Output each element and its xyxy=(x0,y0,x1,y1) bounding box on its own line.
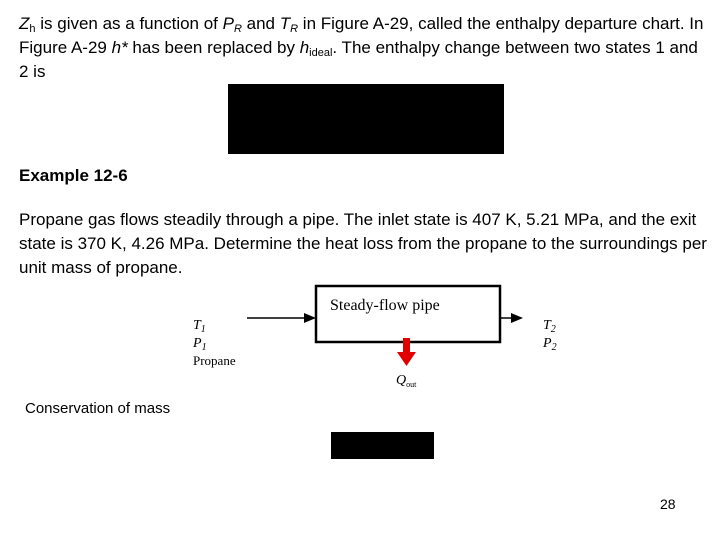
tr-subscript: R xyxy=(290,23,299,35)
inlet-fluid-label: Propane xyxy=(193,353,236,368)
outlet-arrowhead xyxy=(511,313,523,323)
heat-loss-label: $Q_{out}$ xyxy=(396,373,417,389)
pipe-box xyxy=(316,286,500,342)
intro-text-3: in Figure A-29, called the enthalpy departure chart. In Figure A-29 xyxy=(19,14,704,57)
enthalpy-change-equation-image xyxy=(228,84,504,154)
inlet-temperature-label: $T_1$ xyxy=(193,318,206,335)
inlet-pressure-label: $P_1$ xyxy=(193,336,207,353)
heat-loss-arrowhead xyxy=(397,352,416,366)
intro-text-2: and xyxy=(241,14,280,33)
tr-symbol: T xyxy=(279,14,291,33)
hideal-symbol: h xyxy=(299,38,310,57)
outlet-temperature-label: $T_2$ xyxy=(543,318,556,335)
intro-text-5: . The enthalpy change between two states 1 and 2 is xyxy=(19,38,698,81)
example-title: Example 12-6 xyxy=(19,166,128,185)
hideal-subscript: ideal xyxy=(309,47,333,59)
z-subscript: h xyxy=(29,23,36,35)
conservation-of-mass-label: Conservation of mass xyxy=(25,400,171,417)
intro-text-1: is given as a function of xyxy=(35,14,223,33)
pr-symbol: P xyxy=(222,14,234,33)
pr-subscript: R xyxy=(233,23,242,35)
outlet-pressure-label: $P_2$ xyxy=(543,336,557,353)
mass-conservation-equation-image xyxy=(331,432,434,459)
heat-loss-arrow-shaft xyxy=(403,338,410,352)
z-symbol: Z xyxy=(19,14,30,33)
steady-flow-pipe-diagram xyxy=(185,280,565,395)
pipe-box-label: Steady-flow pipe xyxy=(330,297,440,314)
page-number: 28 xyxy=(660,496,676,512)
inlet-arrowhead xyxy=(304,313,316,323)
hstar-symbol: h* xyxy=(111,38,128,57)
intro-paragraph xyxy=(19,12,709,84)
problem-statement: Propane gas flows steadily through a pipe. The inlet state is 407 K, 5.21 MPa, and the exit state is 370 K, 4.26 MPa. Determine the heat loss from the propane to the surroundings per unit mass of propane. xyxy=(19,210,707,277)
intro-text-4: has been replaced by xyxy=(127,38,300,57)
